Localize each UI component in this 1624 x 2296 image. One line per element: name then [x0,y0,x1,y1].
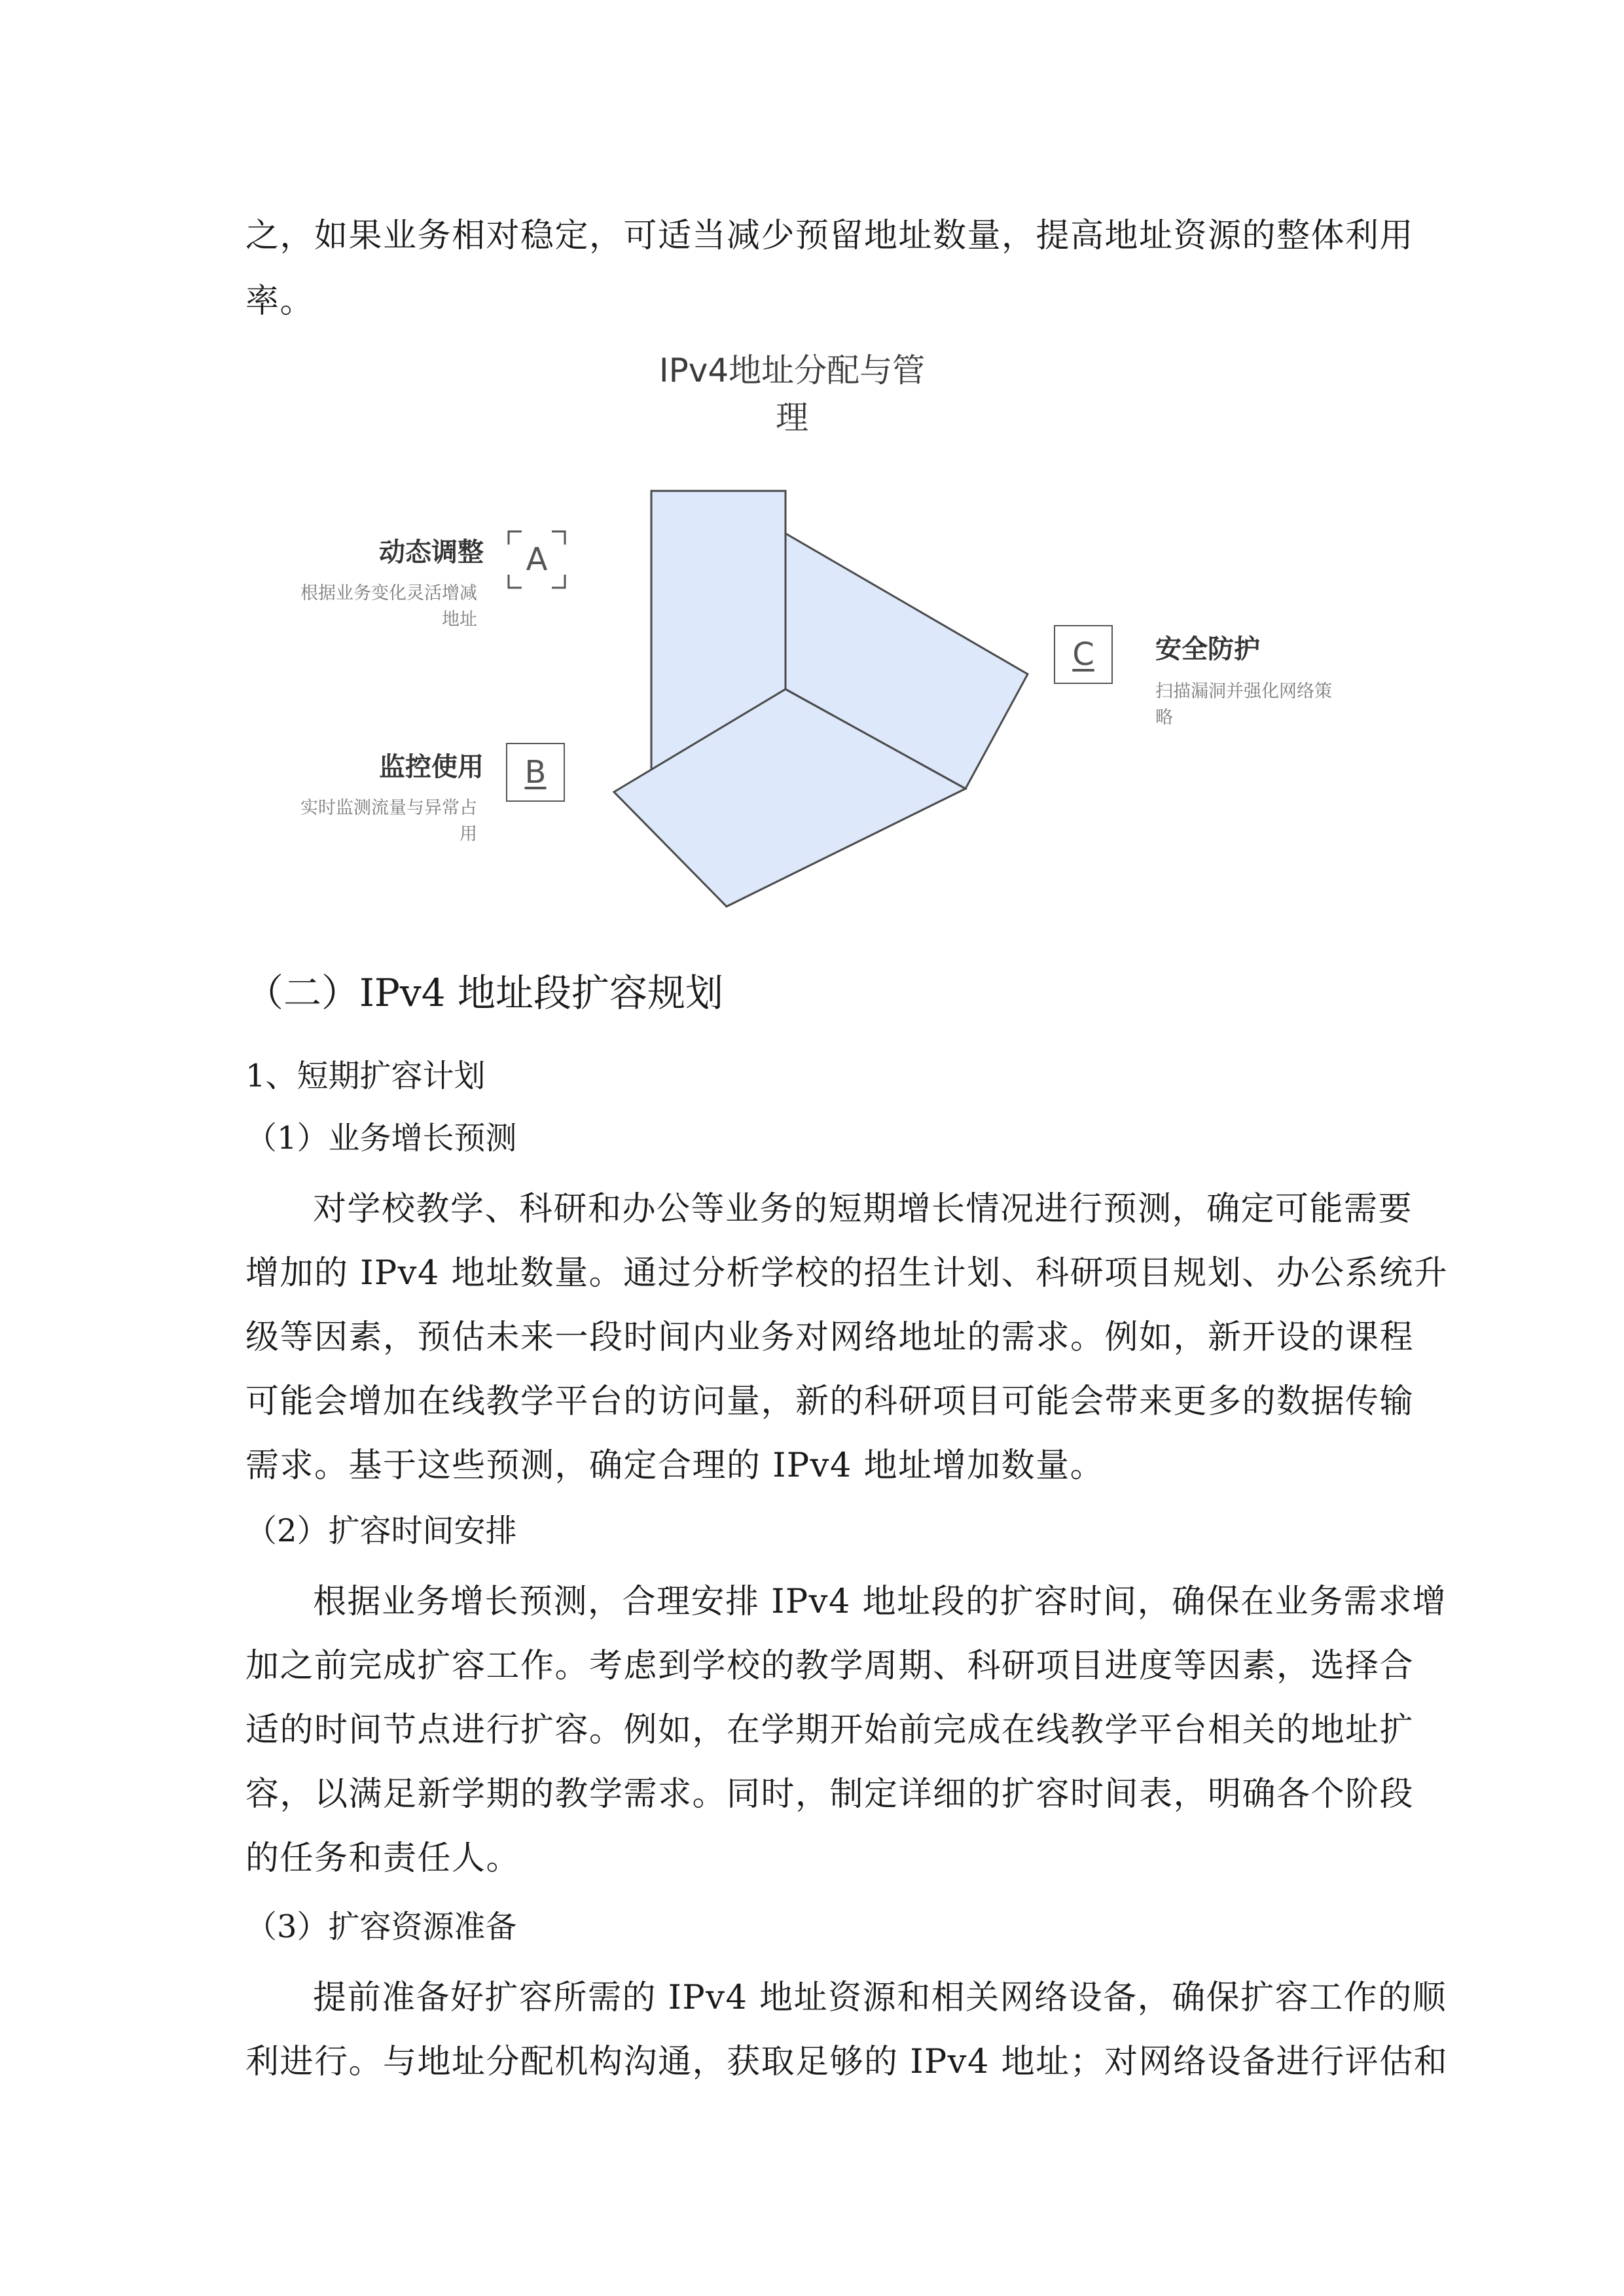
diagram-label-b: 监控使用 [379,752,484,782]
paragraph-line: 率。 [245,282,315,321]
paragraph-line: 适的时间节点进行扩容。例如，在学期开始前完成在线教学平台相关的地址扩 [245,1711,1415,1749]
paragraph-line: 提前准备好扩容所需的 IPv4 地址资源和相关网络设备，确保扩容工作的顺 [313,1979,1447,2017]
letter-a: A [526,541,548,578]
letter-c-icon [1054,625,1113,684]
desc-line: 略 [1155,708,1173,728]
diagram-title-line: 理 [776,399,808,437]
diagram-desc-c [1155,679,1332,731]
subheading: 1、短期扩容计划 [245,1058,486,1094]
diagram-desc-b [300,795,477,848]
letter-c: C [1072,636,1094,673]
paragraph-line: 的任务和责任人。 [245,1839,521,1878]
section-2-heading: （2）扩容时间安排 [245,1513,517,1549]
paragraph-line: 级等因素，预估未来一段时间内业务对网络地址的需求。例如，新开设的课程 [245,1318,1415,1357]
desc-line: 根据业务变化灵活增减 [300,583,477,603]
ipv4-management-diagram [0,0,1624,929]
diagram-shapes [0,0,1624,929]
diagram-desc-a [300,581,477,633]
diagram-title-line: IPv4地址分配与管 [659,351,926,389]
paragraph-line: 需求。基于这些预测，确定合理的 IPv4 地址增加数量。 [245,1446,1105,1485]
paragraph-line: 可能会增加在线教学平台的访问量，新的科研项目可能会带来更多的数据传输 [245,1382,1415,1421]
paragraph-line: 对学校教学、科研和办公等业务的短期增长情况进行预测，确定可能需要 [313,1190,1413,1229]
desc-line: 扫描漏洞并强化网络策 [1155,681,1332,702]
section-1-heading: （1）业务增长预测 [245,1120,517,1157]
paragraph-line: 增加的 IPv4 地址数量。通过分析学校的招生计划、科研项目规划、办公系统升 [245,1254,1449,1293]
letter-a-icon [507,530,566,589]
diagram-label-a: 动态调整 [379,537,484,567]
letter-b-icon [506,743,565,802]
paragraph-line: 容，以满足新学期的教学需求。同时，制定详细的扩容时间表，明确各个阶段 [245,1775,1415,1814]
paragraph-line: 根据业务增长预测，合理安排 IPv4 地址段的扩容时间，确保在业务需求增 [313,1583,1447,1621]
paragraph-line: 加之前完成扩容工作。考虑到学校的教学周期、科研项目进度等因素，选择合 [245,1647,1415,1685]
section-3-heading: （3）扩容资源准备 [245,1909,517,1945]
desc-line: 实时监测流量与异常占 [300,798,477,818]
section-heading: （二）IPv4 地址段扩容规划 [245,971,724,1015]
paragraph-line: 之，如果业务相对稳定，可适当减少预留地址数量，提高地址资源的整体利用 [245,217,1415,255]
desc-line: 地址 [442,609,477,630]
paragraph-line: 利进行。与地址分配机构沟通，获取足够的 IPv4 地址；对网络设备进行评估和 [245,2043,1449,2081]
letter-b: B [524,754,547,791]
diagram-label-c: 安全防护 [1155,634,1260,664]
desc-line: 用 [460,824,477,844]
